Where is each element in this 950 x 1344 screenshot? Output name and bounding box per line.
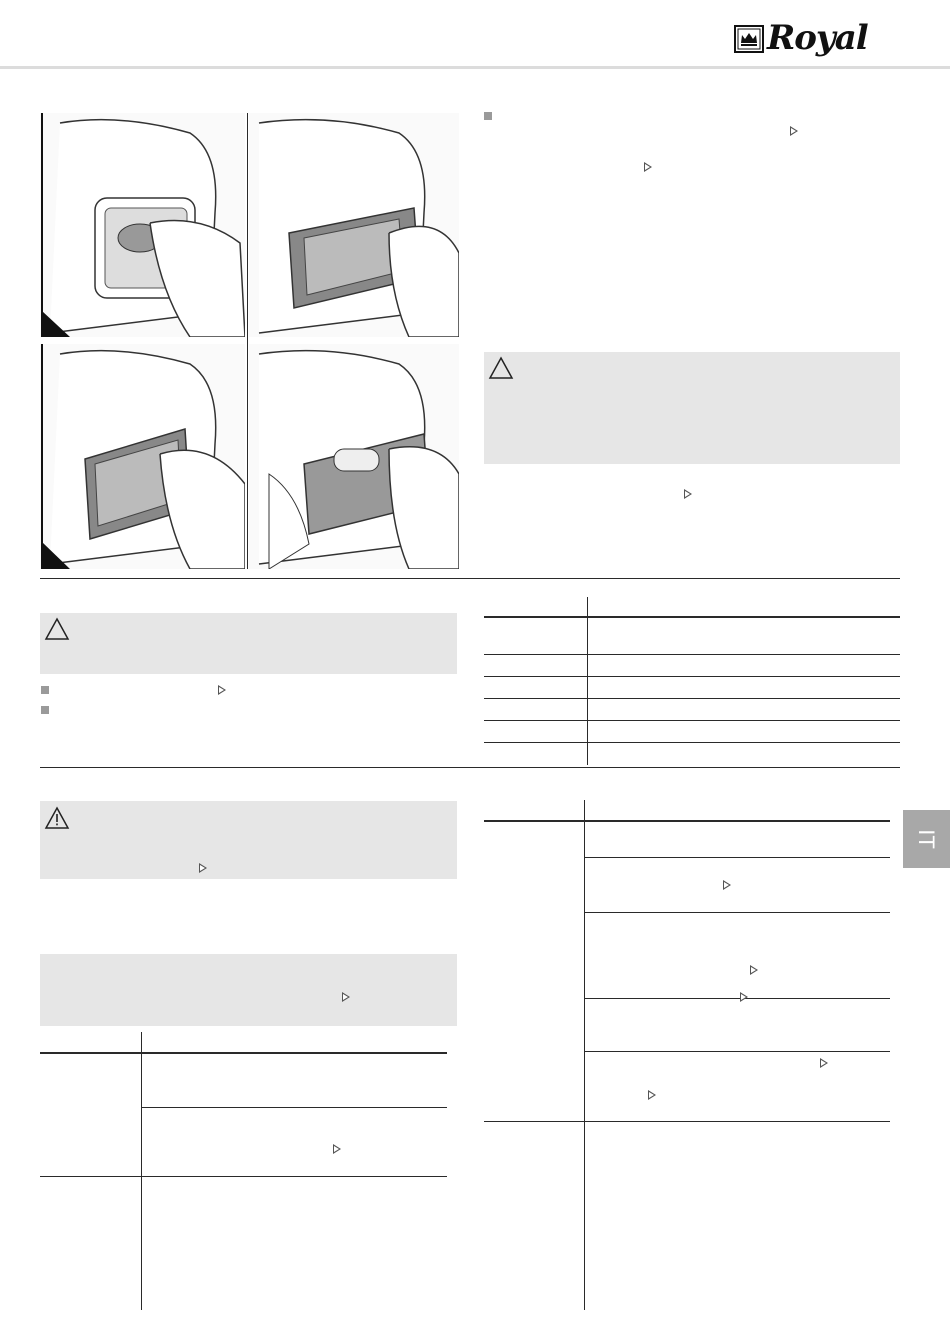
- header-divider: [0, 66, 950, 69]
- table-row-rule: [484, 1121, 890, 1122]
- section-rule: [40, 578, 900, 579]
- table-row-rule: [141, 1107, 447, 1108]
- illustration-4: [249, 344, 459, 569]
- table-row-rule: [484, 698, 900, 699]
- table-column-rule: [141, 1032, 142, 1310]
- warning-triangle-icon: [44, 806, 70, 835]
- language-tab[interactable]: [903, 810, 950, 868]
- arrow-right-icon: [199, 863, 207, 873]
- arrow-right-icon: [333, 1144, 341, 1154]
- table-row-rule: [584, 1051, 890, 1052]
- language-tab-label: IT: [914, 829, 939, 849]
- arrow-right-icon: [342, 992, 350, 1002]
- bullet-square-icon: [484, 112, 492, 120]
- warning-triangle-icon: [488, 356, 514, 385]
- illustration-divider-vertical: [247, 113, 248, 569]
- table-row-rule: [584, 912, 890, 913]
- table-row-rule: [584, 857, 890, 858]
- illustration-2: [249, 113, 459, 337]
- table-column-rule: [584, 800, 585, 1310]
- table-row-rule: [484, 742, 900, 743]
- table-row-rule: [484, 676, 900, 677]
- table-header-rule: [484, 616, 900, 618]
- arrow-right-icon: [750, 965, 758, 975]
- table-row-rule: [484, 654, 900, 655]
- bullet-square-icon: [41, 686, 49, 694]
- arrow-right-icon: [740, 992, 748, 1002]
- illustration-1: [40, 113, 245, 337]
- arrow-right-icon: [644, 162, 652, 172]
- crown-logo-icon: [734, 25, 764, 53]
- arrow-right-icon: [820, 1058, 828, 1068]
- illustration-3: [40, 344, 245, 569]
- bullet-square-icon: [41, 706, 49, 714]
- warning-triangle-icon: [44, 617, 70, 646]
- arrow-right-icon: [723, 880, 731, 890]
- section-rule: [40, 767, 900, 768]
- arrow-right-icon: [648, 1090, 656, 1100]
- brand-logo-text: Royal: [767, 18, 868, 58]
- table-header-rule: [484, 820, 890, 822]
- info-panel: [40, 954, 457, 1026]
- table-header-rule: [40, 1052, 447, 1054]
- arrow-right-icon: [684, 489, 692, 499]
- arrow-right-icon: [218, 685, 226, 695]
- warning-panel: [40, 613, 457, 674]
- arrow-right-icon: [790, 126, 798, 136]
- table-row-rule: [40, 1176, 447, 1177]
- warning-panel: [484, 352, 900, 464]
- table-row-rule: [484, 720, 900, 721]
- table-row-rule: [584, 998, 890, 999]
- table-column-rule: [587, 597, 588, 765]
- warning-panel: [40, 801, 457, 879]
